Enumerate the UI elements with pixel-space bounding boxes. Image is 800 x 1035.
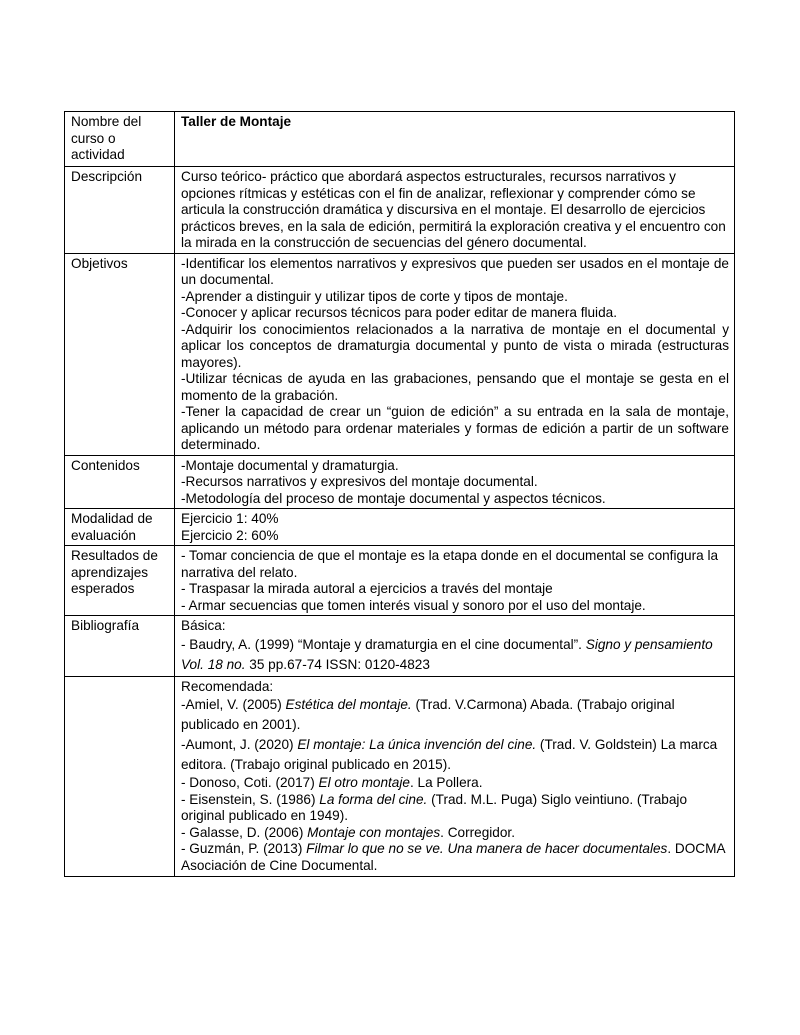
course-title: Taller de Montaje [175, 112, 735, 167]
objetivos-list [175, 253, 735, 455]
course-table [64, 111, 735, 877]
label-nombre: Nombre del curso o actividad [65, 112, 175, 167]
label-recomendada [65, 676, 175, 877]
row-resultados [65, 546, 735, 616]
bib-entry-author: -Amiel, V. (2005) [181, 697, 286, 712]
resultados-list [175, 546, 735, 616]
bib-entry-author: - Guzmán, P. (2013) [181, 841, 307, 856]
bib-entry-title: El otro montaje [318, 775, 410, 790]
bib-entry-title: Signo y pensamiento Vol. 18 no. [181, 636, 713, 672]
objetivo-item: -Aprender a distinguir y utilizar tipos de corte y tipos de montaje. [181, 288, 568, 304]
row-descripcion [65, 167, 735, 254]
bib-entry-details: (Trad. V.Carmona) Abada. (Trabajo original publicado en 2001). [181, 697, 675, 732]
bib-entry-details: . Corregidor. [440, 824, 515, 840]
row-contenidos [65, 455, 735, 509]
bib-entry-title: Estética del montaje. [285, 697, 412, 712]
descripcion-text: Curso teórico- práctico que abordará aspectos estructurales, recursos narrativos y opciones rítmicas y estéticas con el fin de analizar, reflexionar y comprender cómo se articula la construcción dramática y discursiva en el montaje. El desarrollo de ejercicios prácticos breves, en la sala de edición, permitirá la exploración creativa y el encuentro con la mirada en la construcción de secuencias del género documental. [175, 167, 735, 254]
modalidad-item: Ejercicio 1: 40% [181, 511, 279, 526]
bib-entry [181, 695, 729, 735]
bib-entry-details: . La Pollera. [409, 775, 483, 790]
bib-entry-details: (Trad. V. Goldstein) La marca editora. (Trabajo original publicado en 2015). [181, 737, 718, 772]
bib-entry-title: Montaje con montajes [307, 824, 441, 840]
bib-entry [181, 775, 729, 792]
row-modalidad [65, 509, 735, 546]
row-recomendada [65, 676, 735, 877]
label-modalidad: Modalidad de evaluación [65, 509, 175, 546]
bib-entry-author: - Galasse, D. (2006) [181, 824, 308, 840]
resultado-item: - Tomar conciencia de que el montaje es la etapa donde en el documental se configura la narrativa del relato. [181, 548, 719, 580]
objetivo-item: -Tener la capacidad de crear un “guion de edición” a su entrada en la sala de montaje, aplicando un método para ordenar materiales y formas de edición a partir de un software determinado. [181, 404, 729, 452]
bib-entry [181, 635, 729, 675]
objetivo-item: -Identificar los elementos narrativos y expresivos que pueden ser usados en el montaje de un documental. [181, 255, 729, 287]
bib-entry-title: El montaje: La única invención del cine. [297, 737, 537, 752]
objetivo-item: -Utilizar técnicas de ayuda en las grabaciones, pensando que el montaje se gesta en el momento de la grabación. [181, 371, 729, 403]
bib-entry-author: -Aumont, J. (2020) [181, 737, 298, 752]
bib-entry [181, 792, 729, 825]
row-objetivos [65, 253, 735, 455]
resultado-item: - Armar secuencias que tomen interés visual y sonoro por el uso del montaje. [181, 597, 646, 613]
contenidos-list [175, 455, 735, 509]
bib-entry-details: (Trad. M.L. Puga) Siglo veintiuno. (Trabajo original publicado en 1949). [181, 791, 687, 823]
objetivo-item: -Adquirir los conocimientos relacionados a la narrativa de montaje en el documental y aplicar los conceptos de dramaturgia documental y punto de vista o mirada (estructuras mayores). [181, 321, 729, 370]
contenido-item: -Metodología del proceso de montaje documental y aspectos técnicos. [181, 490, 606, 506]
bib-entry-title: La forma del cine. [319, 791, 428, 807]
contenido-item: -Montaje documental y dramaturgia. [181, 457, 399, 473]
label-bibliografia: Bibliografía [65, 616, 175, 677]
objetivo-item: -Conocer y aplicar recursos técnicos para poder editar de manera fluida. [181, 305, 617, 320]
modalidad-list [175, 509, 735, 546]
bib-entry-author: - Baudry, A. (1999) “Montaje y dramaturgia en el cine documental”. [181, 636, 586, 652]
bibliografia-recomendada [175, 676, 735, 877]
label-objetivos: Objetivos [65, 253, 175, 455]
bib-entry-details: . DOCMA Asociación de Cine Documental. [181, 841, 725, 873]
bibliografia-basica [175, 616, 735, 677]
bib-entry-author: - Eisenstein, S. (1986) [181, 791, 320, 807]
resultado-item: - Traspasar la mirada autoral a ejercicios a través del montaje [181, 581, 553, 596]
bib-entry [181, 841, 729, 874]
row-bibliografia [65, 616, 735, 677]
row-nombre [65, 112, 735, 167]
bib-entry [181, 735, 729, 775]
bibliografia-heading: Básica: [181, 618, 226, 633]
bib-entry-details: 35 pp.67-74 ISSN: 0120-4823 [245, 656, 430, 672]
label-resultados: Resultados de aprendizajes esperados [65, 546, 175, 616]
bib-entry [181, 825, 729, 842]
bib-entry-author: - Donoso, Coti. (2017) [181, 775, 319, 790]
recomendada-heading: Recomendada: [181, 678, 274, 694]
contenido-item: -Recursos narrativos y expresivos del montaje documental. [181, 474, 538, 489]
label-contenidos: Contenidos [65, 455, 175, 509]
bib-entry-title: Filmar lo que no se ve. Una manera de hacer documentales [306, 841, 668, 856]
label-descripcion: Descripción [65, 167, 175, 254]
modalidad-item: Ejercicio 2: 60% [181, 527, 279, 543]
